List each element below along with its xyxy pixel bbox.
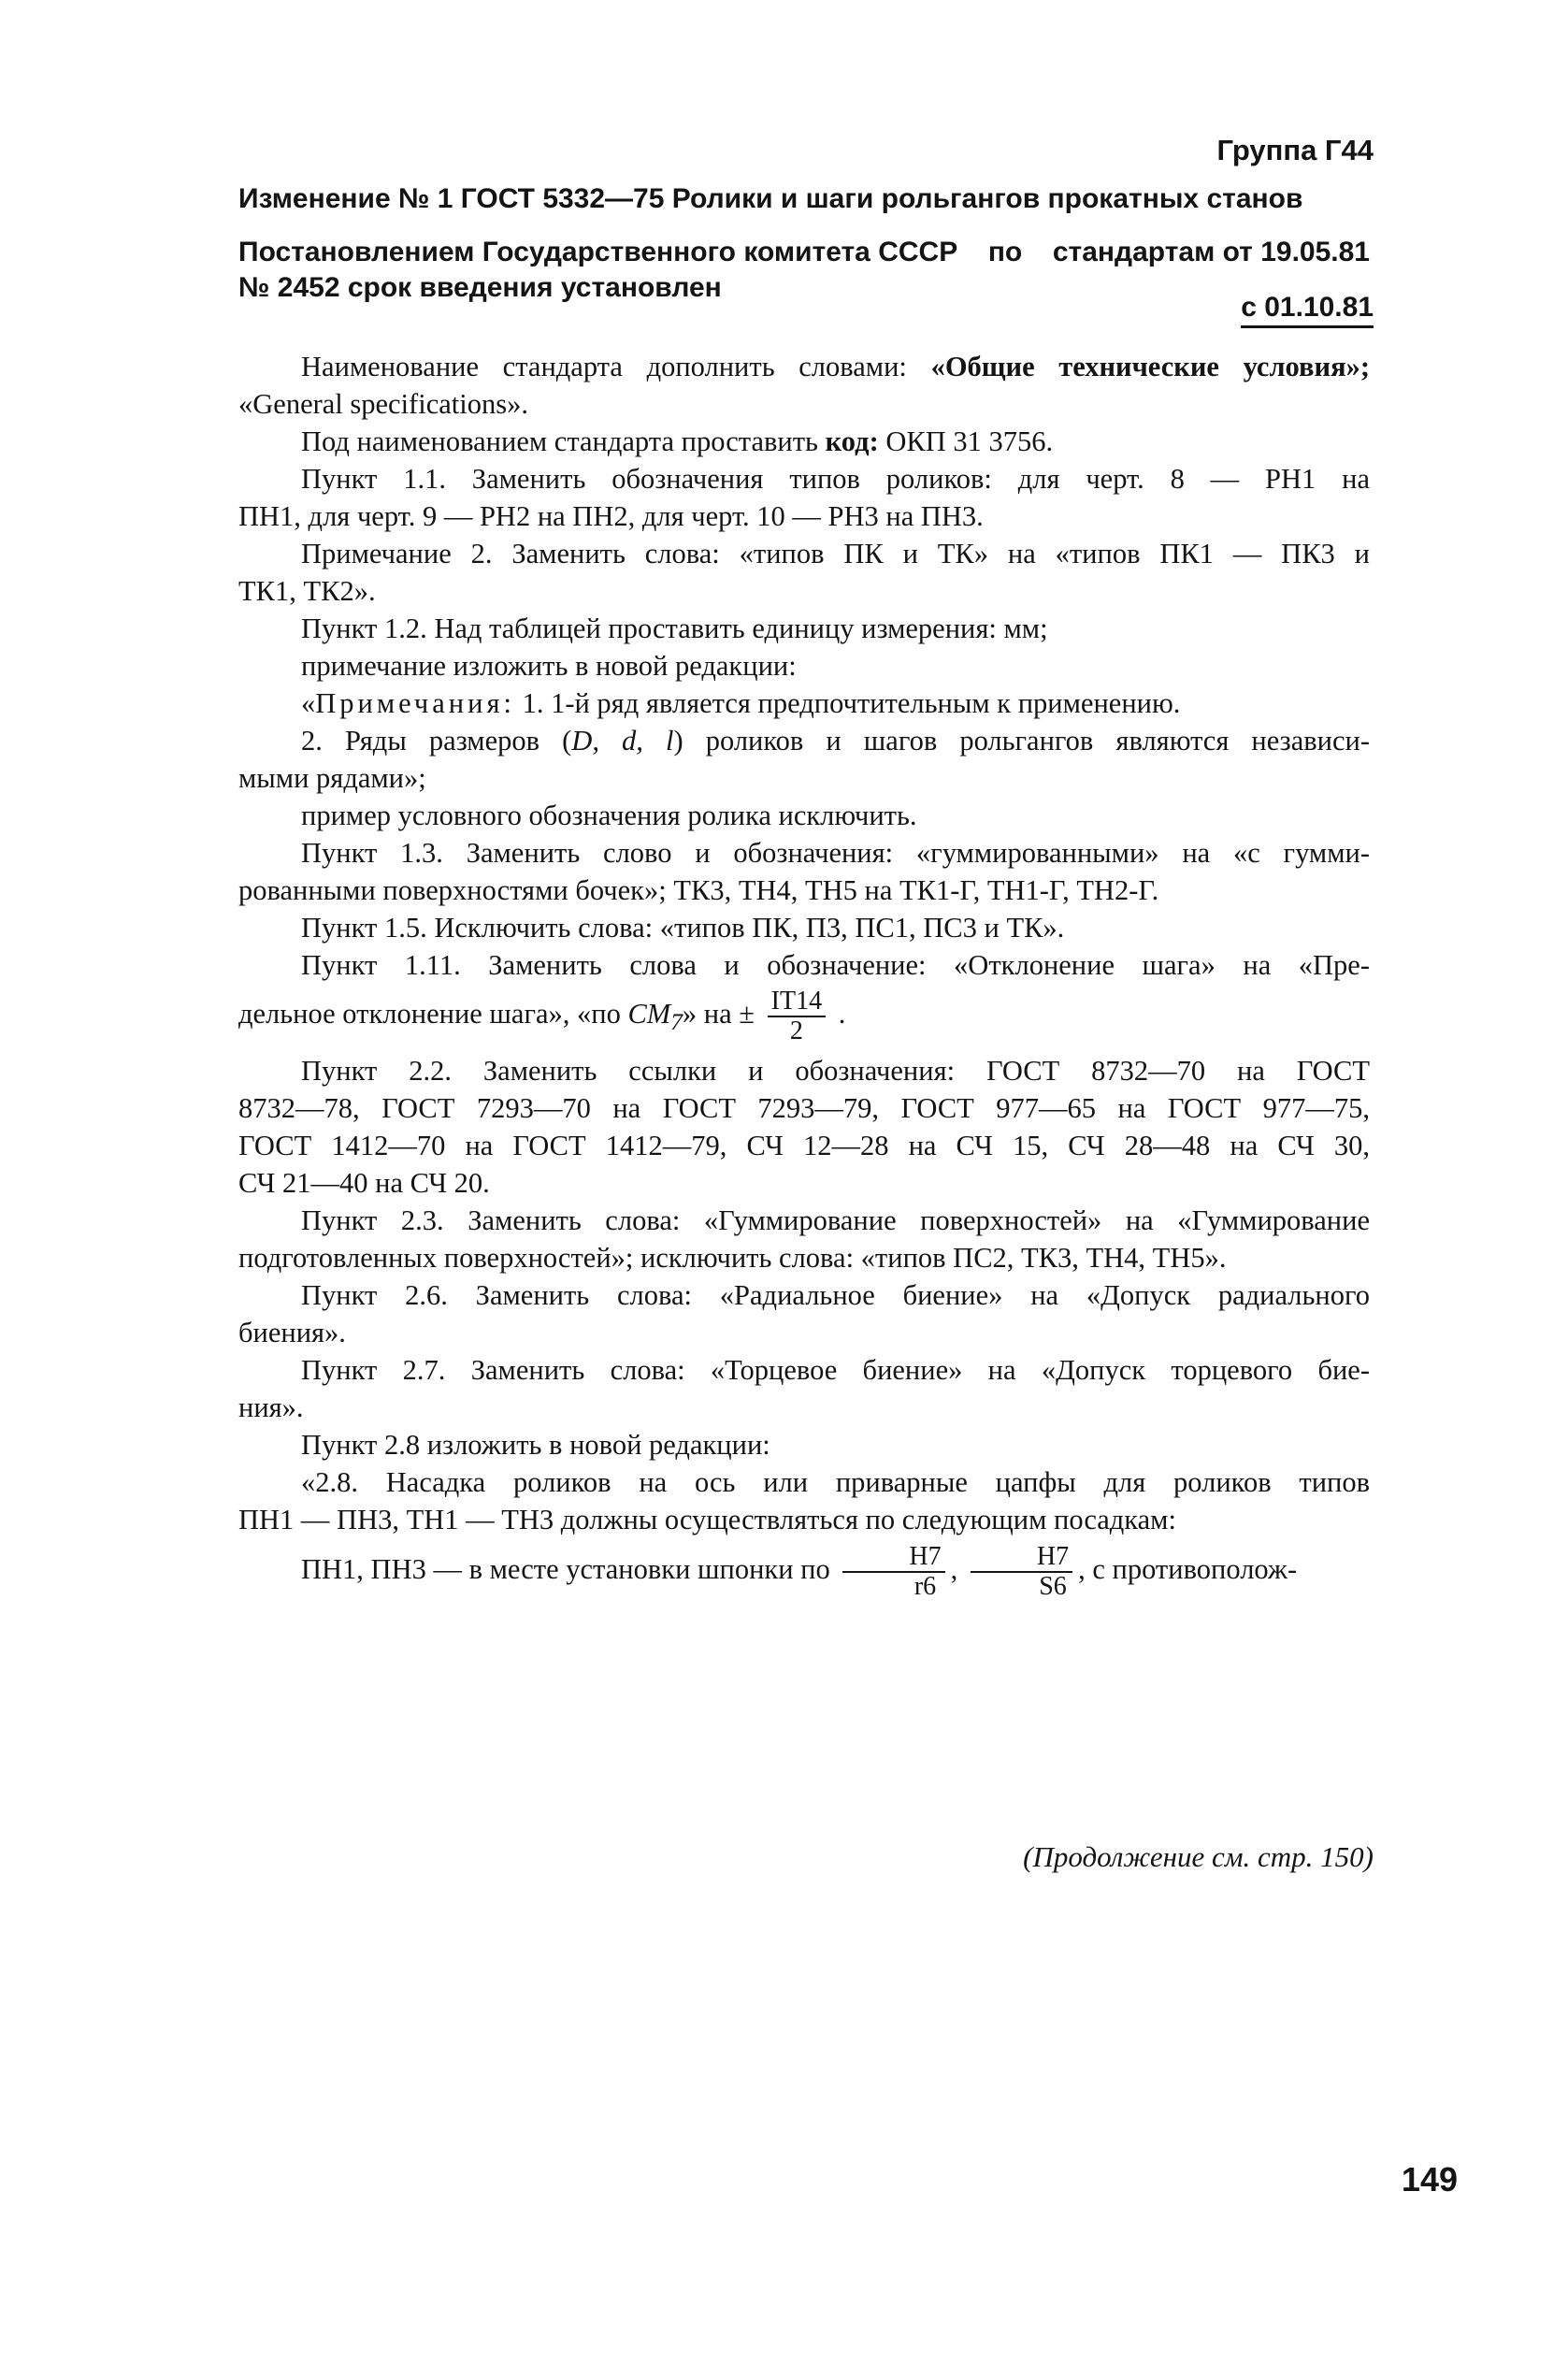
continuation-note: (Продолжение см. стр. 150) (1023, 1840, 1374, 1873)
paragraph-2-3-line-2: подготовленных поверхностей»; исключить слова: «типов ПС2, ТК3, ТН4, ТН5». (238, 1242, 1227, 1275)
paragraph-name-line-1 (238, 348, 1370, 385)
effective-date: с 01.10.81 (1241, 292, 1374, 328)
text: ПН1, ПН3 — в месте установки шпонки по (301, 1553, 830, 1586)
paragraph-1-2-line-4 (238, 722, 1370, 759)
decree-block (238, 235, 1370, 306)
paragraph-1-2-line-6: пример условного обозначения ролика исключить. (301, 800, 917, 831)
text: дельное отклонение шага», «по (238, 998, 628, 1030)
paragraph-2-8-line-1: «2.8. Насадка роликов на ось или приварные цапфы для роликов типов (301, 1466, 1370, 1499)
paragraph-2-7-line-1: Пункт 2.7. Заменить слова: «Торцевое биение» на «Допуск торцевого бие- (301, 1354, 1370, 1387)
decree-mid: по (987, 237, 1023, 267)
paragraph-2-6-line-2: биения». (238, 1317, 346, 1349)
fraction-h7-s6 (971, 1543, 1072, 1601)
paragraph-2-8-intro: Пункт 2.8 изложить в новой редакции: (301, 1429, 770, 1462)
text: 1. 1-й ряд является предпочтительным к применению. (514, 687, 1181, 719)
paragraph-1-11-line-2 (238, 984, 1370, 1052)
paragraph-2-2-line-4: СЧ 21—40 на СЧ 20. (238, 1167, 490, 1200)
paragraph-okp-code (238, 423, 1370, 460)
text: , (950, 1553, 958, 1586)
paragraph-1-2-line-2: примечание изложить в новой редакции: (301, 650, 797, 682)
text-italic: D, d, l (571, 725, 674, 757)
text: . (838, 998, 846, 1030)
paragraph-1-2-line-1: Пункт 1.2. Над таблицей проставить единицу измерения: мм; (301, 613, 1048, 644)
paragraph-1-1-line-2: ПН1, для черт. 9 — РН2 на ПН2, для черт. 10 — РН3 на ПН3. (238, 500, 984, 532)
text: , с противополож- (1078, 1553, 1298, 1586)
decree-line-1 (238, 235, 1370, 270)
fraction-h7-r6 (842, 1543, 944, 1601)
fraction-it14 (768, 987, 826, 1045)
fraction-denominator: r6 (913, 1572, 937, 1602)
group-code: Группа Г44 (1216, 134, 1374, 166)
paragraph-note2-line-2: ТК1, ТК2». (238, 575, 376, 607)
text: ) роликов и шагов рольгангов являются независи- (673, 725, 1370, 757)
text-spaced: Примечания: (315, 687, 515, 719)
paragraph-2-2-line-2: 8732—78, ГОСТ 7293—70 на ГОСТ 7293—79, ГОСТ 977—65 на ГОСТ 977—75, (238, 1092, 1370, 1125)
text: » на ± (682, 998, 755, 1030)
amendment-body (238, 348, 1370, 1601)
paragraph-1-2-line-3 (238, 685, 1370, 722)
paragraph-1-3-line-2: рованными поверхностями бочек»; ТК3, ТН4, ТН5 на ТК1-Г, ТН1-Г, ТН2-Г. (238, 874, 1159, 906)
fraction-numerator: H7 (971, 1543, 1072, 1573)
paragraph-note2-line-1: Примечание 2. Заменить слова: «типов ПК и ТК» на «типов ПК1 — ПК3 и (301, 538, 1370, 569)
paragraph-name-line-2: «General specifications». (238, 388, 528, 420)
paragraph-1-5: Пункт 1.5. Исключить слова: «типов ПК, П3, ПС1, ПС3 и ТК». (301, 912, 1065, 944)
fraction-denominator: S6 (1039, 1572, 1067, 1602)
paragraph-2-8-line-2: ПН1 — ПН3, ТН1 — ТН3 должны осуществляться по следующим посадкам: (238, 1504, 1176, 1536)
page-number: 149 (1401, 2160, 1458, 2198)
fraction-numerator: H7 (842, 1543, 944, 1573)
decree-right: стандартам от 19.05.81 (1052, 237, 1370, 267)
paragraph-2-8-line-3 (238, 1538, 1370, 1601)
fraction-numerator: IT14 (768, 987, 826, 1017)
paragraph-1-3-line-1: Пункт 1.3. Заменить слово и обозначения: «гуммированными» на «с гумми- (301, 837, 1370, 869)
paragraph-1-11-line-1: Пункт 1.11. Заменить слова и обозначение: «Отклонение шага» на «Пре- (301, 949, 1370, 981)
text: ОКП 31 3756. (878, 425, 1054, 457)
paragraph-2-2-line-3: ГОСТ 1412—70 на ГОСТ 1412—79, СЧ 12—28 на СЧ 15, СЧ 28—48 на СЧ 30, (238, 1130, 1370, 1162)
text-bold: код: (825, 425, 879, 457)
paragraph-1-2-line-5: мыми рядами»; (238, 762, 426, 794)
paragraph-2-2-line-1: Пункт 2.2. Заменить ссылки и обозначения: ГОСТ 8732—70 на ГОСТ (301, 1055, 1370, 1088)
paragraph-2-7-line-2: ния». (238, 1391, 304, 1424)
decree-left: Постановлением Государственного комитета СССР (238, 237, 958, 267)
fraction-denominator: 2 (789, 1016, 803, 1045)
subscript: 7 (670, 1009, 683, 1036)
paragraph-2-6-line-1: Пункт 2.6. Заменить слова: «Радиальное биение» на «Допуск радиального (301, 1279, 1370, 1312)
amendment-title: Изменение № 1 ГОСТ 5332—75 Ролики и шаги рольгангов прокатных станов (238, 183, 1303, 214)
text: Наименование стандарта дополнить словами: (301, 351, 931, 382)
text-italic: CM (627, 998, 671, 1030)
paragraph-2-3-line-1: Пункт 2.3. Заменить слова: «Гуммирование поверхностей» на «Гуммирование (301, 1204, 1370, 1237)
text: Под наименованием стандарта проставить (301, 425, 826, 457)
text: 2. Ряды размеров ( (301, 725, 572, 757)
paragraph-1-1-line-1: Пункт 1.1. Заменить обозначения типов роликов: для черт. 8 — РН1 на (301, 463, 1370, 495)
text-bold: «Общие технические условия»; (930, 351, 1370, 382)
text: « (301, 687, 316, 719)
decree-line-2: № 2452 срок введения установлен (238, 272, 722, 303)
